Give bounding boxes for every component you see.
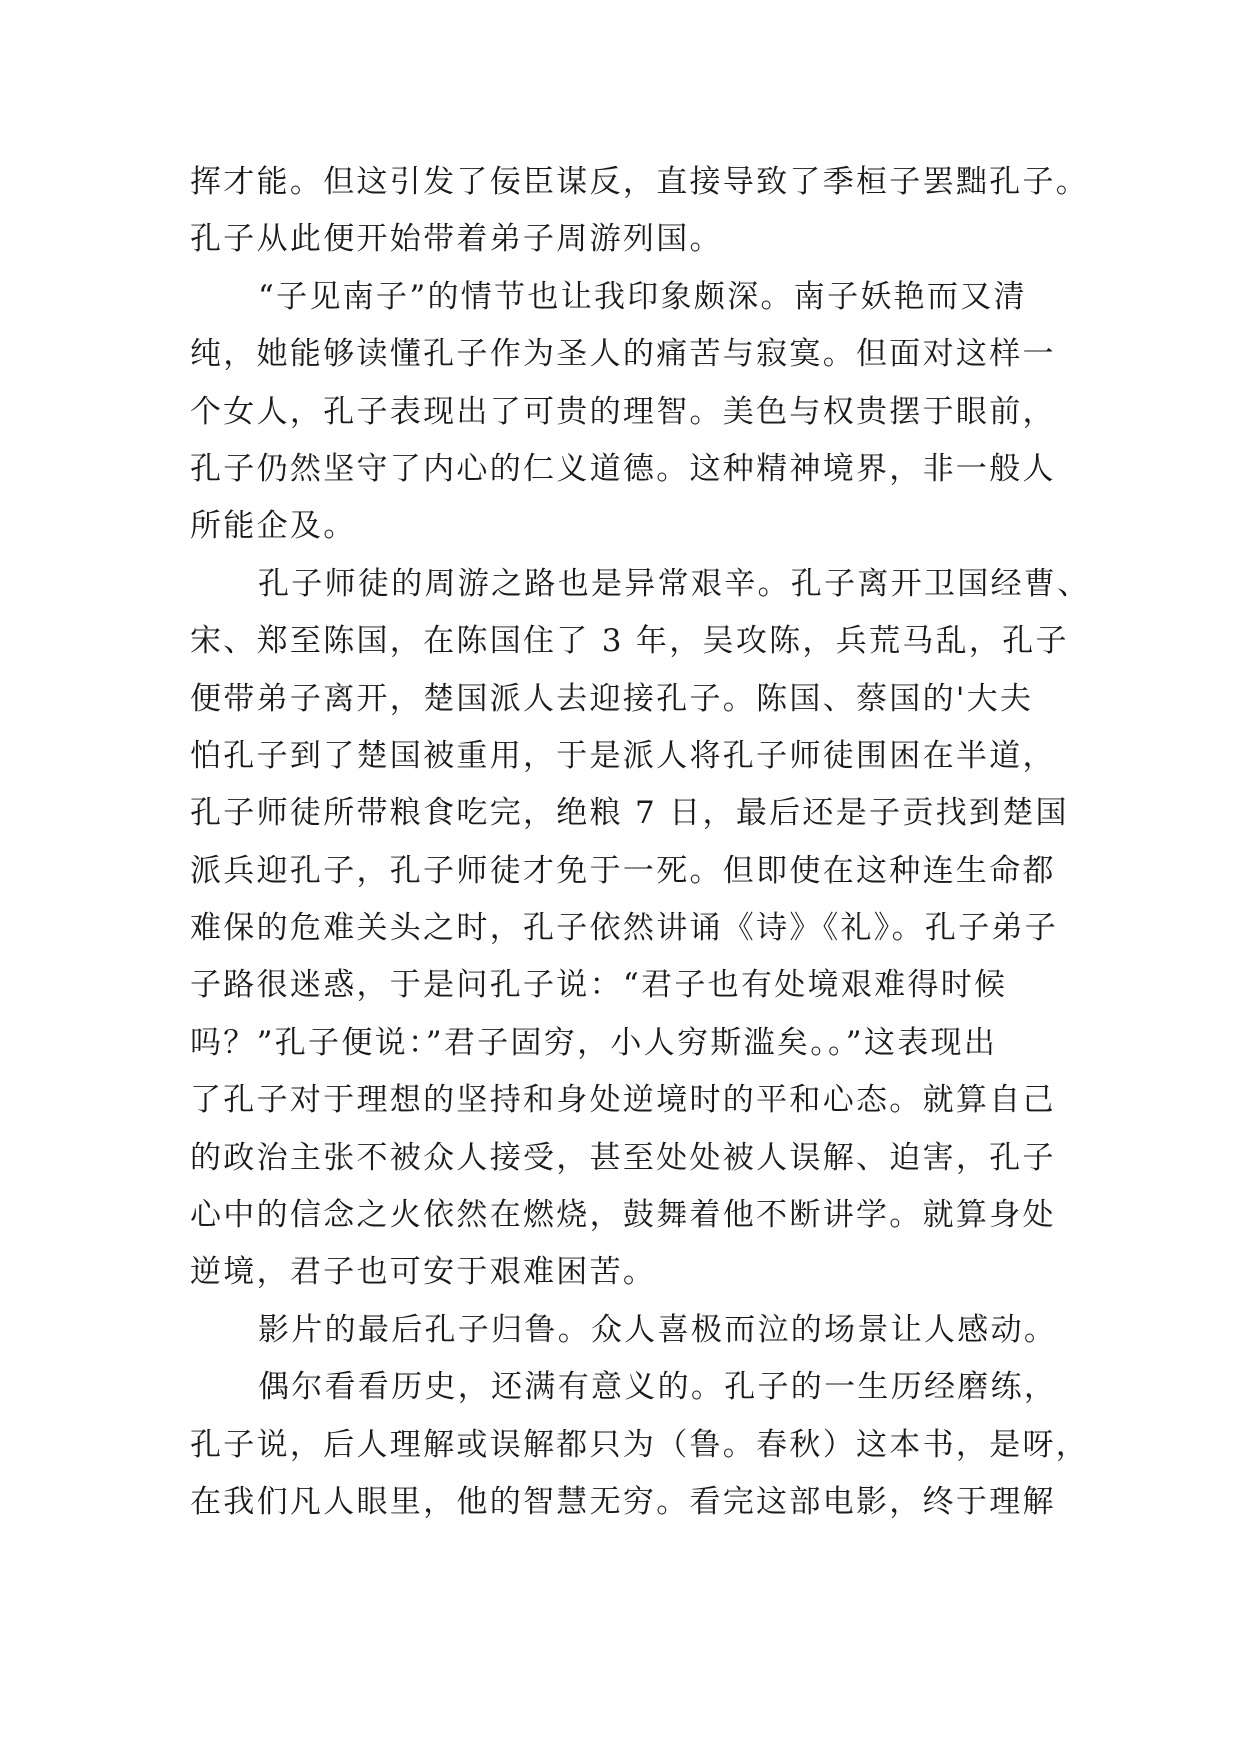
text-line: 逆境，君子也可安于艰难困苦。 <box>190 1254 657 1291</box>
text-line: 心中的信念之火依然在燃烧，鼓舞着他不断讲学。就算身处 <box>190 1197 1056 1234</box>
text-line: 了孔子对于理想的坚持和身处逆境时的平和心态。就算自己 <box>190 1082 1056 1119</box>
text-line: 个女人，孔子表现出了可贵的理智。美色与权贵摆于眼前， <box>190 393 1056 430</box>
text-line: 的政治主张不被众人接受，甚至处处被人误解、迫害，孔子 <box>190 1139 1056 1176</box>
body-text <box>190 154 1091 1531</box>
text-line: 偶尔看看历史，还满有意义的。孔子的一生历经磨练， <box>258 1369 1058 1406</box>
text-line: 难保的危难关头之时，孔子依然讲诵《诗》《礼》。孔子弟子 <box>190 910 1059 947</box>
text-line: 孔子从此便开始带着弟子周游列国。 <box>190 221 723 258</box>
text-line: 宋、郑至陈国，在陈国住了 3 年，吴攻陈，兵荒马乱，孔子 <box>190 623 1069 660</box>
text-line: 孔子师徒的周游之路也是异常艰辛。孔子离开卫国经曹、 <box>258 565 1091 602</box>
text-line: 挥才能。但这引发了佞臣谋反，直接导致了季桓子罢黜孔子。 <box>190 164 1090 200</box>
text-line: 便带弟子离开，楚国派人去迎接孔子。陈国、蔡国的'大夫 <box>190 680 1034 717</box>
text-line: 派兵迎孔子，孔子师徒才免于一死。但即使在这种连生命都 <box>190 852 1056 889</box>
text-line: “子见南子”的情节也让我印象颇深。南子妖艳而又清 <box>258 278 1027 315</box>
text-line: 影片的最后孔子归鲁。众人喜极而泣的场景让人感动。 <box>258 1311 1058 1348</box>
text-line: 在我们凡人眼里，他的智慧无穷。看完这部电影，终于理解 <box>190 1483 1056 1520</box>
text-line: 所能企及。 <box>190 508 357 545</box>
text-line: 孔子仍然坚守了内心的仁义道德。这种精神境界，非一般人 <box>190 450 1056 487</box>
text-line: 纯，她能够读懂孔子作为圣人的痛苦与寂寞。但面对这样一 <box>190 336 1056 373</box>
text-line: 吗？”孔子便说：”君子固穷，小人穷斯滥矣。。”这表现出 <box>190 1024 998 1061</box>
text-line: 孔子师徒所带粮食吃完，绝粮 7 日，最后还是子贡找到楚国 <box>190 795 1069 832</box>
text-line: 孔子说，后人理解或误解都只为（鲁。春秋）这本书，是呀， <box>190 1426 1090 1463</box>
text-line: 子路很迷惑，于是问孔子说：“君子也有处境艰难得时候 <box>190 967 1008 1004</box>
text-line: 怕孔子到了楚国被重用，于是派人将孔子师徒围困在半道， <box>190 737 1056 774</box>
